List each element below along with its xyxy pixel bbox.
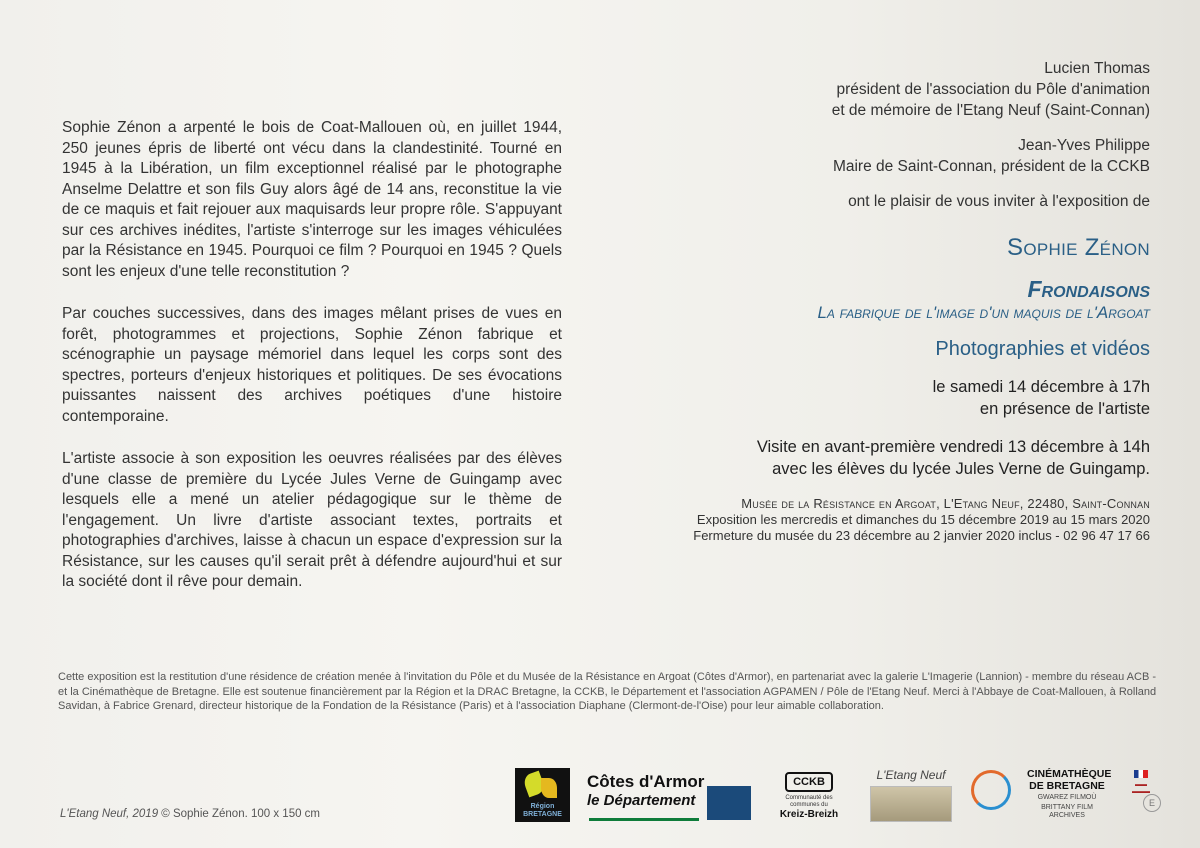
exhibition-title: Frondaisons (1027, 276, 1150, 302)
museum-address: Musée de la Résistance en Argoat, L'Etang Neuf, 22480, Saint-Connan (741, 496, 1150, 511)
description-column (62, 118, 562, 615)
description-paragraph-1: Sophie Zénon a arpenté le bois de Coat-Mallouen où, en juillet 1944, 250 jeunes épris de liberté ont vécu dans la clandestinité. Tourné en 1945 à la Libération, un film exceptionnel réalisé par le photographe Anselme Delattre et son fils Guy alors âgé de 14 ans, reconstitue la vie de ce maquis et fait rejouer aux maquisards leur propre rôle. S'appuyant sur ces archives inédites, l'artiste s'interroge sur les images véhiculées par la Résistance en 1945. Pourquoi ce film ? Pourquoi en 1945 ? Quels sont les enjeux d'une telle reconstitution ? (62, 119, 562, 280)
etang-neuf-logo (865, 768, 957, 826)
cotes-logo-bar (589, 818, 699, 821)
exhibition-media: Photographies et vidéos (935, 338, 1150, 360)
caption-credit: © Sophie Zénon. 100 x 150 cm (158, 808, 321, 820)
museum-info (590, 496, 1150, 544)
cckb-logo (773, 772, 845, 824)
host-2-name: Jean-Yves Philippe (1018, 137, 1150, 154)
opening-info (590, 376, 1150, 420)
cine-logo-line-3: GWAREZ FILMOÙ (1037, 794, 1097, 801)
e-mark-icon: E (1143, 794, 1161, 812)
etang-logo-image (870, 786, 952, 822)
cckb-logo-kreiz: Kreiz-Breizh (779, 809, 839, 820)
drac-logo-text: ▬▬ ▬▬▬ (1132, 782, 1150, 795)
drac-logo (1121, 770, 1161, 824)
spiral-logo (971, 770, 1011, 822)
cckb-logo-small: Communauté des communes du (785, 795, 833, 808)
opening-presence: en présence de l'artiste (979, 400, 1150, 418)
cotes-logo-line-2: le Département (587, 792, 696, 809)
description-paragraph-2: Par couches successives, dans des images mêlant prises de vues en forêt, photogrammes et projections, Sophie Zénon fabrique et scénographie un paysage mémoriel dans lequel les corps sont des spectres, porteurs d'enjeux historiques et politiques. De ses évocations puissantes naissent des archives poétiques d'une histoire contemporaine. (62, 305, 562, 425)
preview-students: avec les élèves du lycée Jules Verne de Guingamp. (772, 460, 1150, 478)
cinematheque-logo (1027, 768, 1112, 826)
region-logo-text: Région BRETAGNE (523, 803, 562, 818)
photo-caption (60, 808, 320, 820)
cckb-logo-mark: CCKB (785, 772, 833, 792)
credits-text: Cette exposition est la restitution d'une résidence de création menée à l'invitation du Pôle et du Musée de la Résistance en Argoat (Côtes d'Armor), en partenariat avec la galerie L'Imagerie (Lannion) - membre du réseau ACB - et la Cinémathèque de Bretagne. Elle est soutenue financièrement par la Région et la DRAC Bretagne, la CCKB, le Département et l'association AGPAMEN / Pôle de l'Etang Neuf. Merci à l'Abbaye de Coat-Mallouen, à Rolland Savidan, à Fabrice Grenard, directeur historique de la Fondation de la Résistance (Paris) et à l'association Diaphane (Clermont-de-l'Oise) pour leur aimable collaboration. (58, 671, 1157, 712)
host-1-role-1: président de l'association du Pôle d'animation (836, 81, 1150, 98)
spiral-icon (971, 770, 1011, 810)
artist-name: Sophie Zénon (1007, 234, 1150, 261)
french-flag-icon (1134, 770, 1148, 778)
leaf-icon (541, 778, 557, 798)
host-1-role-2: et de mémoire de l'Etang Neuf (Saint-Connan) (831, 102, 1150, 119)
host-1 (590, 58, 1150, 121)
cine-logo-line-2: DE BRETAGNE (1029, 780, 1105, 792)
museum-dates: Exposition les mercredis et dimanches du 15 décembre 2019 au 15 mars 2020 (696, 512, 1150, 527)
caption-work-title: L'Etang Neuf, 2019 (60, 808, 159, 820)
host-2 (590, 135, 1150, 177)
museum-closure: Fermeture du musée du 23 décembre au 2 janvier 2020 inclus - 02 96 47 17 66 (693, 528, 1150, 543)
partner-logos (515, 762, 1165, 828)
invite-line: ont le plaisir de vous inviter à l'exposition de (848, 193, 1150, 210)
cotes-logo-line-1: Côtes d'Armor (587, 772, 705, 791)
preview-info (590, 436, 1150, 480)
region-bretagne-logo (515, 768, 570, 822)
cotes-logo-emblem-icon (707, 786, 751, 820)
opening-date: le samedi 14 décembre à 17h (932, 378, 1150, 396)
cotes-darmor-logo (587, 772, 751, 822)
etang-logo-name: L'Etang Neuf (876, 768, 946, 782)
description-paragraph-3: L'artiste associe à son exposition les oeuvres réalisées par des élèves d'une classe de première du Lycée Jules Verne de Guingamp avec lesquels elle a mené un atelier pédagogique sur le thème de l'engagement. Un livre d'artiste associant textes, portraits et photographies d'archives, laisse à chacun un espace d'expression sur la Résistance, sur les causes qu'il serait prêt à défendre aujourd'hui et sur la société dont il rêve pour demain. (62, 450, 562, 590)
exhibition-subtitle: La fabrique de l'image d'un maquis de l'Argoat (817, 303, 1150, 322)
host-1-name: Lucien Thomas (1044, 60, 1150, 77)
cine-logo-line-4: BRITTANY FILM ARCHIVES (1041, 804, 1093, 819)
invitation-column (590, 58, 1150, 544)
preview-date: Visite en avant-première vendredi 13 décembre à 14h (756, 438, 1150, 456)
cine-logo-line-1: CINÉMATHÈQUE (1027, 768, 1112, 780)
host-2-role: Maire de Saint-Connan, président de la CCKB (832, 158, 1150, 175)
